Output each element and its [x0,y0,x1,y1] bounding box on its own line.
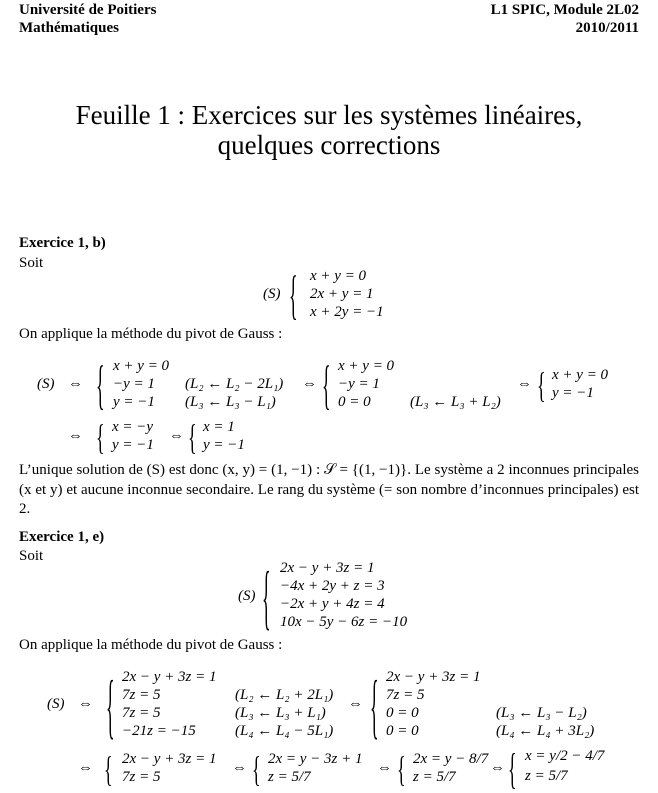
system-label: (S) [263,286,281,302]
header-course: L1 SPIC, Module 2L02 [490,2,639,18]
brace-icon: { [289,265,298,325]
brace-icon: { [262,557,271,637]
brace-icon: { [104,749,113,789]
equation: −2x + y + 4z = 4 [280,596,385,612]
equation: z = 5/7 [413,769,456,785]
equation: x + y = 0 [310,268,367,284]
brace-icon: { [322,355,331,415]
equiv-symbol: ⇔ [169,428,184,444]
equation: x + y = 0 [338,358,395,374]
equation: x = −y [112,419,154,435]
equation: −21z = −15 [122,723,196,739]
exercise-heading: Exercice 1, e) [19,529,105,545]
page-title-line1: Feuille 1 : Exercices sur les systèmes linéaires, [75,100,583,130]
equation: 7z = 5 [122,769,161,785]
equation: 2x + y = 1 [310,286,374,302]
row-operation: (L₃ ← L₃ + L₂) [410,394,501,410]
brace-icon: { [96,355,105,415]
equiv-symbol: ⇔ [232,760,247,776]
brace-icon: { [537,365,546,405]
equation: z = 5/7 [525,768,568,784]
system-label: (S) [238,588,256,604]
equation: z = 5/7 [268,769,311,785]
equation: 0 = 0 [386,723,419,739]
header-university: Université de Poitiers [19,2,157,18]
exercise-heading: Exercice 1, b) [19,235,106,251]
equation: 2x − y + 3z = 1 [280,560,375,576]
equation: 10x − 5y − 6z = −10 [280,614,408,630]
soit-text: Soit [19,548,44,564]
equation: 2x − y + 3z = 1 [122,669,217,685]
equation: 0 = 0 [338,394,371,410]
equation: 2x = y − 3z + 1 [268,751,363,767]
method-text: On applique la méthode du pivot de Gauss : [19,637,283,653]
brace-icon: { [397,749,406,789]
equiv-symbol: ⇔ [302,376,317,392]
equiv-symbol: ⇔ [78,760,93,776]
equation: 2x − y + 3z = 1 [386,669,481,685]
brace-icon: { [188,417,197,457]
brace-icon: { [370,666,379,746]
equiv-symbol: ⇔ [377,760,392,776]
header-department: Mathématiques [19,20,119,36]
equation: x + 2y = −1 [310,304,384,320]
brace-icon: { [96,417,105,457]
equation: 2x − y + 3z = 1 [122,751,217,767]
equation: x = 1 [203,419,235,435]
equiv-symbol: ⇔ [348,696,363,712]
row-operation: (L₂ ← L₂ − 2L₁) [185,376,284,392]
equation: −y = 1 [113,376,155,392]
conclusion-paragraph: L’unique solution de (S) est donc (x, y) = (1, −1) : 𝒮 = {(1, −1)}. Le système a 2 inconnues principales (x et y) et aucune inconnue secondaire. Le rang du système (= son nombre d’inconnues principales) est 2. [19,462,639,517]
equiv-symbol: ⇔ [490,760,505,776]
brace-icon: { [252,749,261,789]
equation: 0 = 0 [386,705,419,721]
equiv-symbol: ⇔ [517,376,532,392]
row-operation: (L₃ ← L₃ − L₁) [185,394,276,410]
equation: x + y = 0 [552,367,609,383]
equation: 2x = y − 8/7 [413,751,489,767]
row-operation: (L₃ ← L₃ − L₂) [496,705,587,721]
page-title-line2: quelques corrections [217,130,441,160]
equation: 7z = 5 [122,705,161,721]
header-year: 2010/2011 [575,20,639,36]
method-text: On applique la méthode du pivot de Gauss : [19,326,283,342]
row-operation: (L₂ ← L₂ + 2L₁) [235,687,334,703]
equiv-symbol: ⇔ [68,428,83,444]
equation: −4x + 2y + z = 3 [280,578,385,594]
equation: −y = 1 [338,376,380,392]
equation: 7z = 5 [386,687,425,703]
brace-icon: { [508,744,517,793]
row-operation: (L₄ ← L₄ − 5L₁) [235,723,334,739]
brace-icon: { [106,666,115,746]
row-operation: (L₄ ← L₄ + 3L₂) [496,723,595,739]
equation: y = −1 [113,394,155,410]
equation: 7z = 5 [122,687,161,703]
equation: x + y = 0 [113,358,170,374]
soit-text: Soit [19,255,44,271]
equation: y = −1 [112,437,154,453]
system-label: (S) [37,376,55,392]
system-label: (S) [47,696,65,712]
row-operation: (L₃ ← L₃ + L₁) [235,705,326,721]
equiv-symbol: ⇔ [68,376,83,392]
equation: y = −1 [552,385,594,401]
equation: x = y/2 − 4/7 [525,748,605,764]
equation: y = −1 [203,437,245,453]
equiv-symbol: ⇔ [78,696,93,712]
